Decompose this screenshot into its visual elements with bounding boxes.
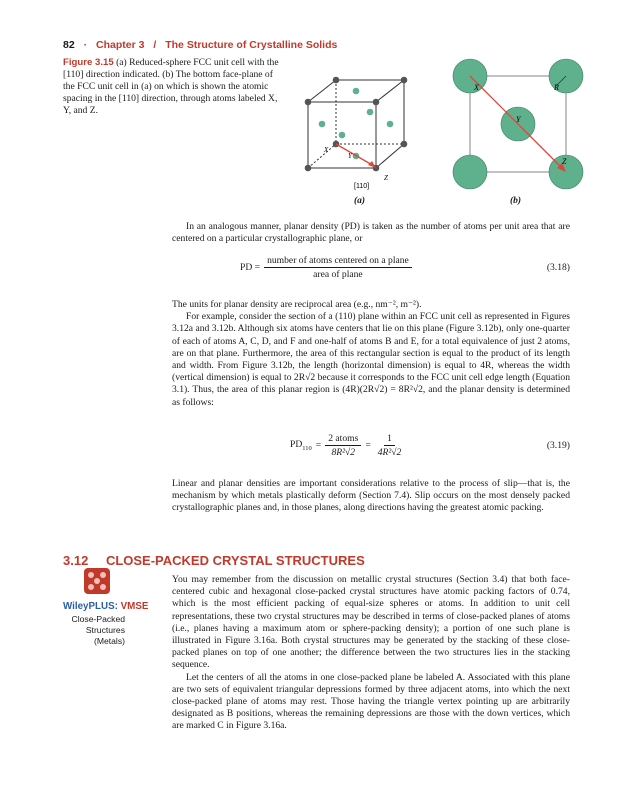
paragraph-1: In an analogous manner, planar density (PD) is taken as the number of atoms per unit area that are centered on a particular crystallographic plane, or xyxy=(172,221,570,245)
running-header xyxy=(63,39,337,51)
paragraph-2-3 xyxy=(172,299,570,409)
figure-label: Figure 3.15 xyxy=(63,57,114,68)
eq-number: (3.18) xyxy=(546,262,570,273)
vmse-link-label[interactable]: Close-Packed Structures (Metals) xyxy=(71,614,125,646)
figure-caption xyxy=(63,57,285,117)
figure-caption-text: (a) Reduced-sphere FCC unit cell with the [110] direction indicated. (b) The bottom face-plane of the FCC unit cell in (a) on which is shown the atomic spacing in the [110] direction, through atoms labeled X, Y, and Z. xyxy=(63,57,279,116)
face-atom xyxy=(387,121,394,128)
vmse-icon[interactable] xyxy=(84,568,110,594)
eq19-fraction-1: $\frac{\text{2 atoms}}{\text{8R²√2}}$ xyxy=(325,433,361,458)
eq-lhs: PD = xyxy=(240,262,261,273)
label-x: X xyxy=(474,83,479,92)
header-bullet: · xyxy=(83,39,88,51)
label-110: [110] xyxy=(354,183,370,190)
header-separator: / xyxy=(153,39,157,51)
atom-bottom-left xyxy=(453,155,487,189)
panel-a-label: (a) xyxy=(354,196,366,206)
paragraph-6: Let the centers of all the atoms in one close-packed plane be labeled A. Associated with this plane are two sets of equivalent triangular depressions formed by three adjacent atoms, into which the next close-packed plane of atoms may rest. Those having the triangle vertex pointing up are arbitrarily designated as B positions, whereas the remaining depressions are those with the down vertices, which are marked C in Figure 3.16a. xyxy=(172,671,570,732)
label-r: R xyxy=(554,83,559,92)
eq-denominator: area of plane xyxy=(313,269,363,280)
paragraph-5: You may remember from the discussion on metallic crystal structures (Section 3.4) that both face-centered cubic and hexagonal close-packed crystal structures have atomic packing factors of 0.74, which is the most efficient packing of equal-size spheres or atoms. In addition to unit cell representations, these two crystal structures may be described in terms of close-packed planes of atoms (i.e., planes having a maximum atom or sphere-packing density); a portion of one such plane is illustrated in Figure 3.16a. Both crystal structures may be generated by the stacking of these close-packed planes on top of one another; the difference between the two structures lies in the stacking sequence. xyxy=(172,574,570,671)
section-heading xyxy=(63,553,365,568)
eq-numerator: number of atoms centered on a plane xyxy=(264,255,412,268)
face-atom xyxy=(319,121,326,128)
chapter-title: The Structure of Crystalline Solids xyxy=(165,39,338,51)
arrowhead xyxy=(368,161,376,168)
eq19-equals-2: = xyxy=(365,440,371,451)
face-atom xyxy=(367,109,374,116)
label-y: Y xyxy=(516,115,521,124)
corner-atom xyxy=(333,77,340,84)
corner-atom xyxy=(401,77,408,84)
label-z: Z xyxy=(384,174,388,182)
chapter-label: Chapter 3 xyxy=(96,39,145,51)
face-atom xyxy=(353,88,360,95)
page-number: 82 xyxy=(63,39,75,51)
paragraph-3: For example, consider the section of a (110) plane within an FCC unit cell as represented in Figures 3.12a and 3.12b. Although six atoms have centers that lie on this plane (Figure 3.12b), only one-quarter of each of atoms A, C, D, and F and one-half of atoms B and E, for a total equivalence of just 2 atoms, are on that plane. Furthermore, the area of this rectangular section is equal to the product of its length and width. From Figure 3.12b, the length (horizontal dimension) is equal to 4R, whereas the width (vertical dimension) is equal to 2R√2 because it corresponds to the FCC unit cell edge length (Equation 3.1). Thus, the area of this planar region is (4R)(2R√2) = 8R²√2, and the planar density is determined as follows: xyxy=(172,311,570,408)
equation-3-19 xyxy=(290,433,570,458)
corner-atom xyxy=(305,99,312,106)
fcc-face-plane-diagram xyxy=(452,58,584,198)
direction-110-arrow xyxy=(336,144,374,166)
corner-atom xyxy=(373,99,380,106)
label-z: Z xyxy=(562,157,567,166)
paragraph-4: Linear and planar densities are important considerations relative to the process of slip—that is, the mechanism by which metals plastically deform (Section 7.4). Slip occurs on the most densely packed crystallographic planes and, in those planes, along directions having the greatest atomic packing. xyxy=(172,478,570,514)
eq19-fraction-2: $\frac{1}{\text{4R²√2}}$ xyxy=(377,433,402,458)
paragraph-2: The units for planar density are reciprocal area (e.g., nm⁻², m⁻²). xyxy=(172,299,422,310)
wileyplus-logo[interactable]: WileyPLUS: VMSE xyxy=(63,601,149,612)
corner-atom xyxy=(305,165,312,172)
eq19-lhs: $PD_{110}$ xyxy=(290,439,312,452)
paragraph-5-6 xyxy=(172,574,570,733)
face-center-atoms xyxy=(319,88,394,160)
corner-atom xyxy=(401,141,408,148)
section-title: CLOSE-PACKED CRYSTAL STRUCTURES xyxy=(105,553,365,568)
face-atom xyxy=(339,132,346,139)
label-x: X xyxy=(324,146,329,154)
fcc-unit-cell-diagram xyxy=(296,68,426,196)
eq19-number: (3.19) xyxy=(546,440,570,451)
section-number: 3.12 xyxy=(63,553,89,568)
eq-fraction xyxy=(264,255,412,280)
label-y: Y xyxy=(348,152,352,160)
panel-b-label: (b) xyxy=(510,196,522,206)
equation-3-18 xyxy=(240,255,570,280)
eq19-equals: = xyxy=(315,440,322,451)
